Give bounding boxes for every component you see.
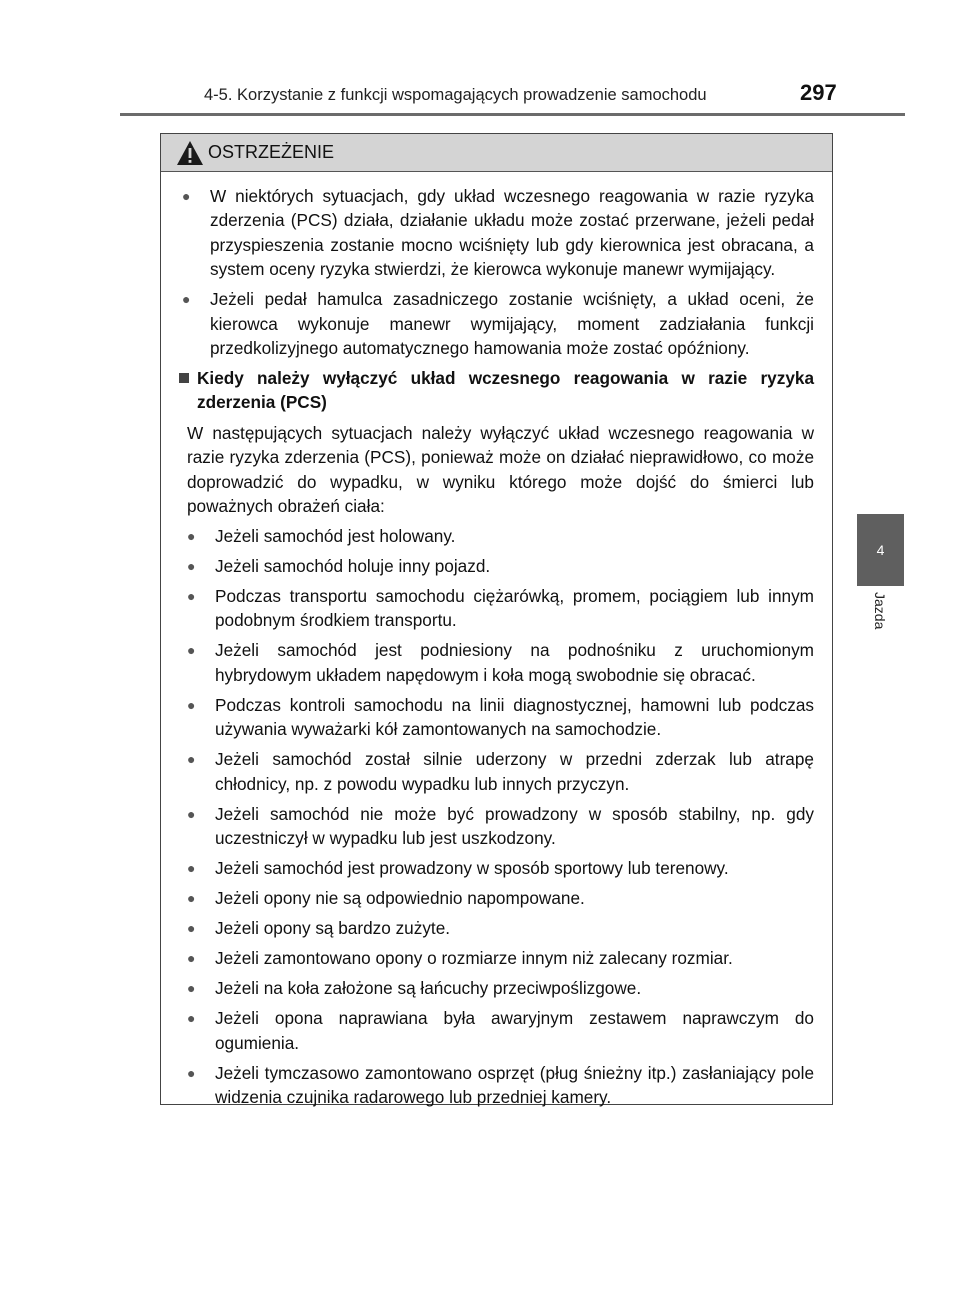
bullet-dot-icon: ●: [187, 950, 196, 967]
section-paragraph: W następujących sytuacjach należy wyłączyć układ wczesnego reagowania w razie ryzyka zderzenia (PCS), ponieważ może on działać nieprawidłowo, co może doprowadzić do wypadku, w wyniku którego może dojść do śmierci lub poważnych obrażeń ciała:: [187, 422, 814, 517]
chapter-tab-label: Jazda: [872, 592, 888, 630]
bullet-dot-icon: ●: [187, 528, 196, 545]
warning-header: [161, 134, 832, 172]
bullet-dot-icon: ●: [187, 890, 196, 907]
bullet-dot-icon: ●: [187, 751, 196, 768]
list-item: [187, 1061, 814, 1110]
header-divider: [120, 113, 905, 116]
section-bullet-list: [182, 524, 814, 1109]
list-item: [187, 747, 814, 796]
bullet-dot-icon: ●: [187, 1064, 196, 1081]
warning-triangle-icon: [176, 140, 204, 166]
list-item-text: Jeżeli opony nie są odpowiednio napompowane.: [215, 888, 585, 909]
section-heading: Kiedy należy wyłączyć układ wczesnego reagowania w razie ryzyka zderzenia (PCS): [197, 368, 814, 413]
list-item-text: Jeżeli samochód holuje inny pojazd.: [215, 556, 491, 577]
warning-body: [161, 172, 832, 1109]
bullet-dot-icon: ●: [187, 642, 196, 659]
list-item-text: Jeżeli samochód nie może być prowadzony w sposób stabilny, np. gdy uczestniczył w wypadku lub jest uszkodzony.: [215, 803, 814, 849]
bullet-dot-icon: ●: [182, 291, 191, 308]
list-item-text: Jeżeli samochód został silnie uderzony w przedni zderzak lub atrapę chłodnicy, np. z powodu wypadku lub innych przyczyn.: [215, 749, 814, 794]
list-item: [187, 554, 814, 578]
list-item-text: Jeżeli opony są bardzo zużyte.: [215, 918, 451, 939]
list-item: [187, 976, 814, 1000]
bullet-dot-icon: ●: [187, 696, 196, 713]
list-item: [187, 856, 814, 880]
bullet-dot-icon: ●: [187, 588, 196, 605]
list-item-text: Jeżeli tymczasowo zamontowano osprzęt (pług śnieżny itp.) zasłaniający pole widzenia czujnika radarowego lub przedniej kamery.: [215, 1062, 814, 1107]
list-item-text: Podczas transportu samochodu ciężarówką, promem, pociągiem lub innym podobnym środkiem transportu.: [215, 586, 814, 631]
section-heading-row: [182, 366, 814, 415]
list-item-text: Jeżeli na koła założone są łańcuchy przeciwpoślizgowe.: [215, 978, 642, 999]
list-item: [187, 693, 814, 742]
list-item: [187, 802, 814, 851]
list-item: [187, 584, 814, 633]
bullet-dot-icon: ●: [182, 188, 191, 204]
page-header-title: 4-5. Korzystanie z funkcji wspomagających prowadzenie samochodu: [204, 86, 707, 104]
list-item: [187, 916, 814, 940]
list-item: [182, 184, 814, 282]
top-bullet-list: [182, 184, 814, 360]
bullet-dot-icon: ●: [187, 805, 196, 822]
bullet-dot-icon: ●: [187, 980, 196, 997]
bullet-dot-icon: ●: [187, 920, 196, 937]
list-item: [187, 524, 814, 548]
list-item-text: Jeżeli pedał hamulca zasadniczego zostanie wciśnięty, a układ oceni, że kierowca wykonuje manewr wymijający, moment zadziałania funkcji przedkolizyjnego automatycznego hamowania może zostać opóźniony.: [210, 289, 814, 359]
page-number: 297: [800, 80, 837, 105]
bullet-dot-icon: ●: [187, 860, 196, 877]
list-item-text: Jeżeli samochód jest podniesiony na podnośniku z uruchomionym hybrydowym układem napędowym i koła mogą swobodnie się obracać.: [215, 640, 814, 685]
chapter-tab: [857, 514, 904, 586]
bullet-dot-icon: ●: [187, 1010, 196, 1027]
list-item-text: W niektórych sytuacjach, gdy układ wczesnego reagowania w razie ryzyka zderzenia (PCS) działa, działanie układu może zostać przerwane, jeżeli pedał przyspieszenia zostanie mocno wciśnięty lub gdy kierownica jest obracana, a system oceny ryzyka stwierdzi, że kierowca wykonuje manewr wymijający.: [210, 186, 814, 280]
warning-title: OSTRZEŻENIE: [208, 142, 335, 162]
list-item: [187, 1006, 814, 1055]
list-item-text: Jeżeli opona naprawiana była awaryjnym zestawem naprawczym do ogumienia.: [215, 1008, 814, 1053]
list-item-text: Podczas kontroli samochodu na linii diagnostycznej, hamowni lub podczas używania wyważarki kół zamontowanych na samochodzie.: [215, 694, 814, 740]
list-item-text: Jeżeli samochód jest prowadzony w sposób sportowy lub terenowy.: [215, 858, 729, 879]
list-item: [187, 946, 814, 970]
list-item: [182, 287, 814, 360]
list-item: [187, 638, 814, 687]
list-item-text: Jeżeli samochód jest holowany.: [215, 526, 456, 547]
list-item: [187, 886, 814, 910]
chapter-tab-number: 4: [876, 542, 885, 558]
warning-box: [160, 133, 833, 1105]
square-bullet-icon: [179, 373, 189, 383]
list-item-text: Jeżeli zamontowano opony o rozmiarze innym niż zalecany rozmiar.: [215, 948, 733, 969]
bullet-dot-icon: ●: [187, 558, 196, 575]
